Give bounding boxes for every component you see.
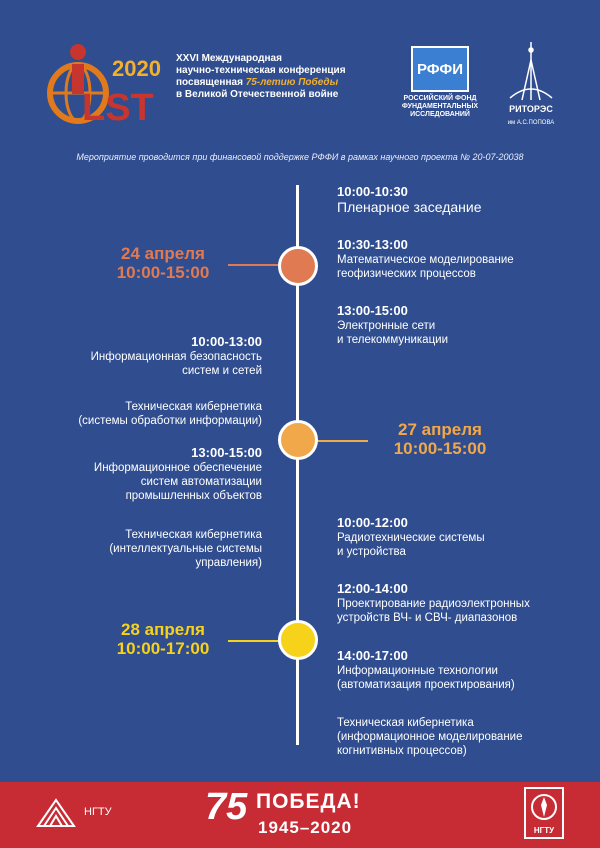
day1-session-2: 10:30-13:00 Математическое моделирование геофизических процессов <box>337 237 514 280</box>
ngtu-seal-icon <box>524 787 564 839</box>
rffi-badge: РФФИ <box>411 46 469 92</box>
day1-session-3: 13:00-15:00 Электронные сети и телекоммуникации <box>337 303 449 346</box>
day1-session-1: 10:00-10:30 Пленарное заседание <box>337 184 482 215</box>
radio-tower-icon <box>510 42 552 100</box>
svg-text:НГТУ: НГТУ <box>533 826 555 835</box>
conference-logo <box>40 38 190 128</box>
conference-title: XXVI Международная научно-техническая конференция посвященная 75-летию Победы в Великой Отечественной войне <box>176 53 346 100</box>
day2-session-2: Техническая кибернетика (системы обработки информации) <box>78 401 262 427</box>
ngtu-label: НГТУ <box>84 806 112 818</box>
day3-date: 28 апреля 10:00-17:00 <box>116 620 210 658</box>
logo-year: 2020 <box>112 56 161 81</box>
day3-session-1: 10:00-12:00 Радиотехнические системы и устройства <box>337 515 485 558</box>
support-note: Мероприятие проводится при финансовой поддержке РФФИ в рамках научного проекта № 20-07-20038 <box>76 152 524 162</box>
day1-marker <box>278 246 318 286</box>
day2-session-3: 13:00-15:00 Информационное обеспечение систем автоматизации промышленных объектов <box>93 445 262 502</box>
victory-years: 1945–2020 <box>258 818 353 837</box>
day3-session-4: Техническая кибернетика (информационное моделирование когнитивных процессов) <box>337 717 523 757</box>
ritores-logo <box>500 40 562 130</box>
day3-session-2: 12:00-14:00 Проектирование радиоэлектронных устройств ВЧ- и СВЧ- диапазонов <box>337 581 530 624</box>
ngtu-logo-icon <box>36 796 76 830</box>
day3-session-3: 14:00-17:00 Информационные технологии (автоматизация проектирования) <box>337 648 515 691</box>
day2-marker <box>278 420 318 460</box>
logo-letters: LST <box>82 87 154 128</box>
day2-date: 27 апреля 10:00-15:00 <box>393 420 487 458</box>
victory-title: ПОБЕДА! <box>256 790 361 813</box>
victory-number: 75 <box>205 786 248 828</box>
day3-marker <box>278 620 318 660</box>
day2-session-1: 10:00-13:00 Информационная безопасность систем и сетей <box>90 334 262 377</box>
svg-text:РИТОРЭС: РИТОРЭС <box>509 104 553 114</box>
svg-text:им А.С.ПОПОВА: им А.С.ПОПОВА <box>507 120 555 126</box>
rffi-logo: РФФИ РОССИЙСКИЙ ФОНД ФУНДАМЕНТАЛЬНЫХ ИССЛЕДОВАНИЙ <box>395 46 485 119</box>
day2-session-4: Техническая кибернетика (интеллектуальные системы управления) <box>109 529 262 569</box>
day1-date: 24 апреля 10:00-15:00 <box>116 244 210 282</box>
